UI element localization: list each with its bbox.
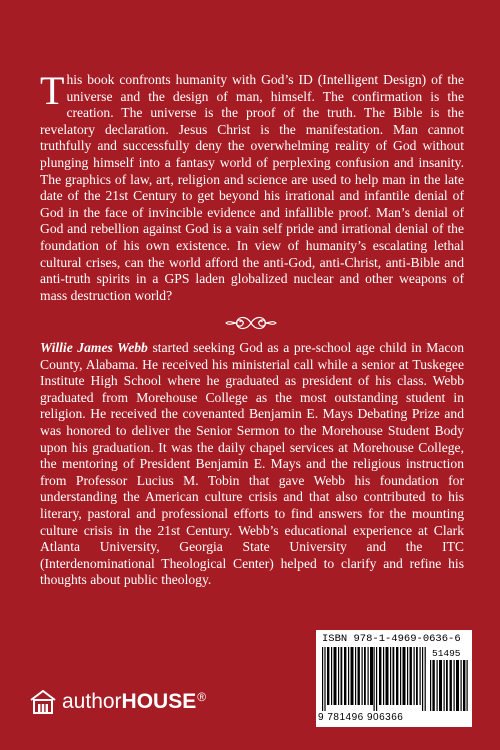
barcode-box [316, 630, 472, 727]
isbn-label: ISBN 978-1-4969-0636-6 [322, 633, 461, 645]
publisher-name [62, 690, 206, 714]
blurb-text: his book confronts humanity with God’s ID (Intelligent Design) of the universe and the design of man, himself. The confirmation is the creation. The universe is the proof of the truth. The Bible is the revelatory declaration. Jesus Christ is the manifestation. Man cannot truthfully and successfully deny the overwhelming reality of God without plunging himself into a fantasy world of perplexing confusion and insanity. The graphics of law, art, religion and science are used to help man in the late date of the 21st Century to get beyond his irrational and infantile denial of God in the face of invincible evidence and infallible proof. Man’s denial of God and rebellion against God is a vain self pride and irrational denial of the foundation of his own existence. In view of humanity’s escalating lethal cultural crises, can the world afford the anti-God, anti-Christ, anti-Bible and anti-truth spirits in a GPS laden globalized nuclear and other weapons of mass destruction world? [40, 72, 464, 303]
addon-barcode [430, 660, 468, 711]
scroll-flourish-icon [223, 312, 279, 334]
author-name: Willie James Webb [40, 340, 148, 355]
registered-mark: ® [197, 690, 207, 704]
book-blurb [40, 68, 464, 304]
publisher-logo [28, 684, 238, 720]
publisher-name-part1: author [62, 690, 122, 713]
author-bio [40, 340, 464, 589]
barcode-number: 9 781496 906366 [318, 712, 404, 723]
drop-cap: T [40, 68, 65, 113]
bio-text: started seeking God as a pre-school age child in Macon County, Alabama. He received his ministerial call while a senior at Tuskegee Institute High School where he graduated as president of his class. Webb graduated from Morehouse College as the most outstanding student in religion. He received the covenanted Benjamin E. Mays Debating Prize and was honored to deliver the Senior Sermon to the Morehouse Student Body upon his graduation. It was the daily chapel services at Morehouse College, the mentoring of President Benjamin E. Mays and the religious instruction from Professor Lucius M. Tobin that gave Webb his foundation for understanding the American culture crisis and that also contributed to his literary, pastoral and professional efforts to find answers for the mounting culture crisis in the 21st Century. Webb’s educational experience at Clark Atlanta University, Georgia State University and the ITC (Interdenominational Theological Center) helped to clarify and refine his thoughts about public theology. [40, 340, 464, 588]
publisher-name-part2: HOUSE [121, 690, 197, 713]
ean-barcode [322, 647, 426, 711]
addon-code: 51495 [432, 648, 461, 659]
house-logo-icon [28, 687, 58, 717]
